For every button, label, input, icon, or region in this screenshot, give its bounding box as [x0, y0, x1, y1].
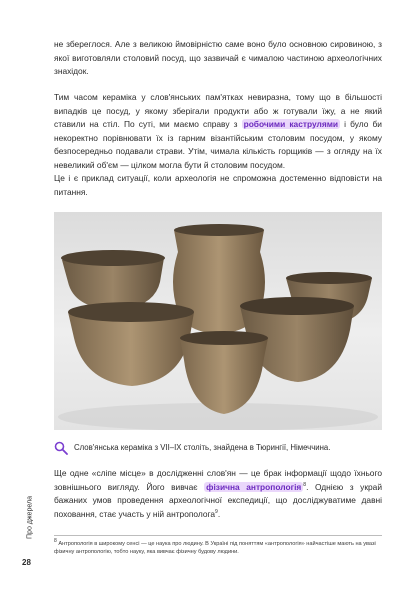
highlight-term-working-pots[interactable]: робочими каструлями: [243, 119, 339, 130]
paragraph-1: не збереглося. Але з великою ймовірністю саме воно було основною сировиною, з якої виготовляли столовий посуд, що зазвичай є чималою частиною археологічних знахідок.: [54, 39, 382, 77]
figure-caption: Слов'янська кераміка з VII–IX століть, знайдена в Тюрингії, Німеччина.: [74, 443, 331, 452]
paragraph-4-text-c: .: [217, 508, 221, 519]
pot-back-left: [61, 250, 165, 310]
pot-front-left: [68, 302, 194, 386]
paragraph-2-text-b: і було би некоректно порівнювати їх із гарним візантійським столовим посудом, у якому безпосередньо подавали страви. Утім, чимала кількість горщиків — з огляду на їх невеликий об'єм — цілком могла бути й столовим посудом.: [54, 119, 382, 170]
page-number: 28: [22, 558, 31, 567]
paragraph-4-text-b: . Однією з украй бажаних умов проведення археологічної експедиції, що досліджуватиме давні поховання, стає участь у ній антрополога: [54, 481, 382, 519]
magnifier-icon: [54, 441, 68, 455]
footnote-number: 8: [54, 538, 57, 545]
highlight-term-physical-anthropology[interactable]: фізична антропологія: [206, 481, 302, 492]
footnote-ref-8[interactable]: 8: [303, 481, 307, 488]
sidebar-label-text: Про джерела: [26, 496, 34, 539]
ceramics-illustration: [54, 212, 382, 430]
paragraph-3: Це і є приклад ситуації, коли археологія не спроможна достеменно відповісти на питання.: [54, 173, 382, 197]
paragraph-4-text-a: Ще одне «сліпе місце» в дослідженні слов'ян — це брак інформації щодо їхнього зовнішнього вигляду. Його вивчає: [54, 468, 382, 492]
paragraph-2-text-a: Тим часом кераміка у слов'янських пам'ятках невиразна, тому що в більшості випадків це посуд, у якому зберігали продукти або ж готували їжу, а не який ставили на стіл. По суті, ми маємо справу з: [54, 92, 382, 130]
sidebar-label: [22, 498, 34, 542]
footnote-divider: [54, 535, 382, 536]
paragraph-2: [54, 91, 382, 173]
ceramics-photo: [54, 212, 382, 430]
footnote-8: [54, 540, 382, 557]
footnote-ref-9[interactable]: 9: [215, 508, 218, 515]
paragraph-4: [54, 467, 382, 521]
pot-small-center: [180, 331, 268, 414]
footnote-text: Антропологія в широкому сенсі — це наука про людину. В Україні під поняттям «антропологія» найчастіше мають на увазі фізичну антропологію, тобто науку, яка вивчає фізичну будову людини.: [54, 541, 376, 556]
